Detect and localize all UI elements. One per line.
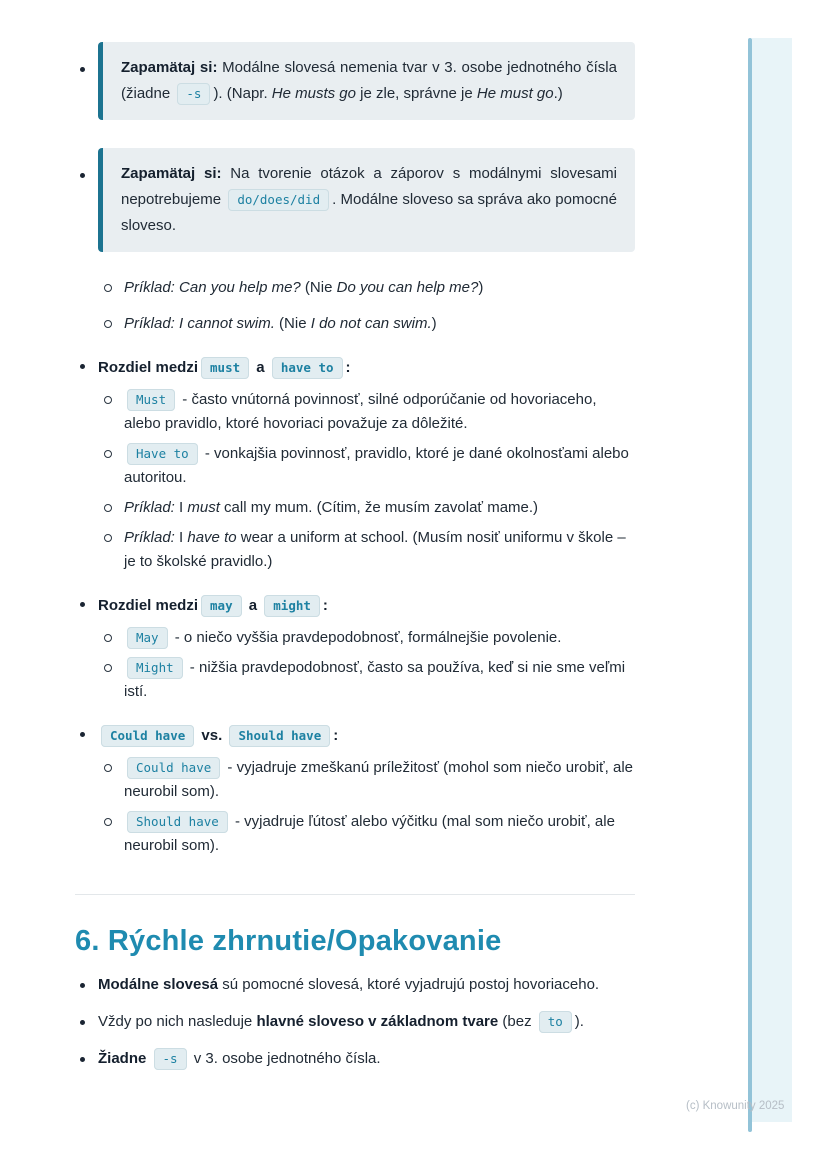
- circle-bullet-icon: [104, 396, 112, 404]
- list-item-summary-3: [75, 1047, 635, 1071]
- inline-code-badge: have to: [272, 357, 343, 379]
- callout-box: [98, 148, 635, 252]
- list-item-text: Žiadne -s v 3. osobe jednotného čísla.: [98, 1047, 635, 1071]
- inline-code-badge: Should have: [127, 811, 228, 833]
- list-item-text: Rozdiel medzi must a have to :: [98, 354, 635, 382]
- list-item-example-uniform: [75, 526, 635, 574]
- circle-bullet-icon: [104, 450, 112, 458]
- list-item-text: Must - často vnútorná povinnosť, silné odporúčanie od hovoriaceho, alebo pravidlo, ktoré hovoriaci považuje za dôležité.: [124, 391, 597, 432]
- circle-bullet-icon: [104, 284, 112, 292]
- callout-remember-2: [75, 148, 635, 252]
- list-item-text: Modálne slovesá sú pomocné slovesá, ktoré vyjadrujú postoj hovoriaceho.: [98, 976, 600, 993]
- section-must-have-to: [75, 354, 635, 574]
- circle-bullet-icon: [104, 534, 112, 542]
- list-item-example-swim: [75, 312, 635, 336]
- list-item-heading: [75, 592, 635, 620]
- copyright-watermark: (c) Knowunity 2025: [686, 1100, 785, 1112]
- callout-remember-1: [75, 42, 635, 120]
- list-item-text: Should have - vyjadruje ľútosť alebo výčitku (mal som niečo urobiť, ale neurobil som).: [124, 813, 615, 854]
- list-item-may: [75, 626, 635, 650]
- list-item-example-can: [75, 276, 635, 300]
- inline-code-badge: may: [201, 595, 242, 617]
- inline-code-badge: Should have: [229, 725, 330, 747]
- section-may-might: [75, 592, 635, 704]
- circle-bullet-icon: [104, 764, 112, 772]
- circle-bullet-icon: [104, 320, 112, 328]
- list-item-summary-1: [75, 973, 635, 997]
- inline-code-badge: might: [264, 595, 320, 617]
- inline-code-badge: Have to: [127, 443, 198, 465]
- inline-code-badge: -s: [154, 1048, 187, 1070]
- circle-bullet-icon: [104, 664, 112, 672]
- bullet-icon: [80, 1057, 85, 1062]
- list-item-text: Príklad: I have to wear a uniform at school. (Musím nosiť uniformu v škole – je to školské pravidlo.): [124, 529, 626, 570]
- list-item-heading: [75, 354, 635, 382]
- circle-bullet-icon: [104, 634, 112, 642]
- inline-code-badge: Could have: [101, 725, 194, 747]
- bullet-icon: [80, 983, 85, 988]
- inline-code-badge: Might: [127, 657, 183, 679]
- list-item-text: Vždy po nich nasleduje hlavné sloveso v základnom tvare (bez to ).: [98, 1010, 635, 1034]
- inline-code-badge: do/does/did: [228, 189, 329, 211]
- list-item-text: Rozdiel medzi may a might :: [98, 592, 635, 620]
- bullet-icon: [80, 1020, 85, 1025]
- list-item-text: Príklad: Can you help me? (Nie Do you can help me?): [124, 279, 484, 296]
- bullet-icon: [80, 602, 85, 607]
- inline-code-badge: Could have: [127, 757, 220, 779]
- list-item-should-have: [75, 810, 635, 858]
- list-item-summary-2: [75, 1010, 635, 1034]
- circle-bullet-icon: [104, 818, 112, 826]
- list-item-text: May - o niečo vyššia pravdepodobnosť, formálnejšie povolenie.: [124, 626, 635, 650]
- list-item-have-to: [75, 442, 635, 490]
- circle-bullet-icon: [104, 504, 112, 512]
- list-item-text: Might - nižšia pravdepodobnosť, často sa používa, keď si nie sme veľmi istí.: [124, 659, 626, 700]
- list-item-text: Have to - vonkajšia povinnosť, pravidlo, ktoré je dané okolnosťami alebo autoritou.: [124, 445, 629, 486]
- list-item-could-have: [75, 756, 635, 804]
- inline-code-badge: Must: [127, 389, 175, 411]
- list-item-text: Príklad: I must call my mum. (Cítim, že musím zavolať mame.): [124, 499, 539, 516]
- list-item-text: Could have vs. Should have :: [98, 722, 635, 750]
- inline-code-badge: May: [127, 627, 168, 649]
- list-item-heading: [75, 722, 635, 750]
- page-edge-accent-panel: [752, 38, 792, 1122]
- section-heading: 6. Rýchle zhrnutie/Opakovanie: [75, 925, 502, 957]
- page-edge-accent-line: [748, 38, 752, 1132]
- callout-text: Zapamätaj si: Na tvorenie otázok a záporov s modálnymi slovesami nepotrebujeme do/does/did . Modálne sloveso sa správa ako pomocné sloveso.: [121, 165, 617, 234]
- section-divider: [75, 894, 635, 895]
- inline-code-badge: must: [201, 357, 249, 379]
- list-item-text: Príklad: I cannot swim. (Nie I do not can swim.): [124, 315, 437, 332]
- bullet-icon: [80, 67, 85, 72]
- inline-code-badge: to: [539, 1011, 572, 1033]
- inline-code-badge: -s: [177, 83, 210, 105]
- callout-box: [98, 42, 635, 120]
- list-item-example-mum: [75, 496, 635, 520]
- list-item-must: [75, 388, 635, 436]
- list-item-text: Could have - vyjadruje zmeškanú príležitosť (mohol som niečo urobiť, ale neurobil som).: [124, 759, 634, 800]
- list-item-might: [75, 656, 635, 704]
- document-content: [75, 0, 635, 1071]
- section-could-should-have: [75, 722, 635, 858]
- callout-text: Zapamätaj si: Modálne slovesá nemenia tvar v 3. osobe jednotného čísla (žiadne -s ). (Napr. He musts go je zle, správne je He must go.): [121, 55, 617, 107]
- example-list: [75, 276, 635, 336]
- bullet-icon: [80, 732, 85, 737]
- bullet-icon: [80, 364, 85, 369]
- bullet-icon: [80, 173, 85, 178]
- summary-list: [75, 973, 635, 1071]
